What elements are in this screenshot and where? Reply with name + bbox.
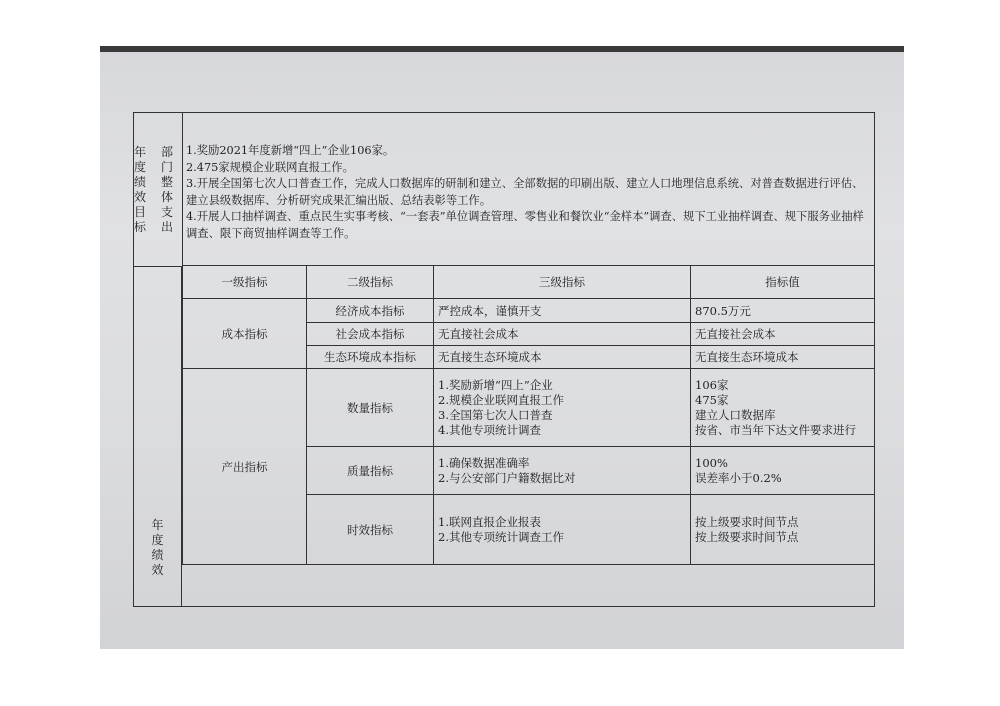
goal-item: 2.475家规模企业联网直报工作。	[186, 160, 354, 174]
level3-cell	[434, 495, 691, 565]
value-cell: 870.5万元	[691, 299, 875, 323]
level3-line: 1.联网直报企业报表	[438, 514, 541, 529]
value-line: 建立人口数据库	[695, 407, 776, 422]
level3-line: 4.其他专项统计调查	[438, 422, 541, 437]
level2-cell: 时效指标	[307, 495, 434, 565]
side-text: 部门	[161, 144, 174, 174]
side-text: 年度	[134, 144, 147, 174]
table-header-row	[183, 266, 875, 299]
side-label-annual-perf	[134, 266, 182, 606]
value-line: 按上级要求时间节点	[695, 514, 799, 529]
value-line: 误差率小于0.2%	[695, 470, 782, 485]
value-cell	[691, 369, 875, 447]
department-goals-text	[182, 113, 874, 266]
side-text: 绩	[151, 548, 164, 562]
goal-item: 1.奖励2021年度新增“四上”企业106家。	[186, 144, 395, 157]
side-text: 支出	[161, 204, 174, 234]
level3-line: 1.奖励新增“四上”企业	[438, 377, 553, 392]
table-row	[183, 369, 875, 447]
level2-cell: 质量指标	[307, 447, 434, 495]
value-line: 按省、市当年下达文件要求进行	[695, 422, 856, 437]
header-level1: 一级指标	[183, 266, 307, 299]
level3-line: 2.其他专项统计调查工作	[438, 529, 564, 544]
level2-cell: 经济成本指标	[307, 299, 434, 323]
level2-cell: 生态环境成本指标	[307, 346, 434, 369]
table-row	[183, 299, 875, 323]
value-cell	[691, 447, 875, 495]
level3-line: 3.全国第七次人口普查	[438, 407, 553, 422]
value-cell: 无直接社会成本	[691, 323, 875, 346]
header-value: 指标值	[691, 266, 875, 299]
side-text: 度	[151, 533, 164, 547]
value-line: 按上级要求时间节点	[695, 529, 799, 544]
value-line: 475家	[695, 392, 729, 407]
value-cell: 无直接生态环境成本	[691, 346, 875, 369]
value-line: 106家	[695, 377, 729, 392]
header-level2: 二级指标	[307, 266, 434, 299]
side-text: 目标	[134, 204, 147, 234]
level3-line: 2.与公安部门户籍数据比对	[438, 470, 576, 485]
goal-item: 4.开展人口抽样调查、重点民生实事考核、“一套表”单位调查管理、零售业和餐饮业“金样本”调查、规下工业抽样调查、规下服务业抽样调查、限下商贸抽样调查等工作。	[186, 210, 864, 240]
level3-cell	[434, 447, 691, 495]
level3-line: 1.确保数据准确率	[438, 455, 530, 470]
level2-cell: 数量指标	[307, 369, 434, 447]
indicator-table	[182, 265, 875, 565]
level3-cell: 无直接社会成本	[434, 323, 691, 346]
photo-top-edge	[100, 46, 904, 52]
side-text: 效	[151, 563, 164, 577]
side-col-2	[134, 145, 155, 235]
level3-cell	[434, 369, 691, 447]
value-cell	[691, 495, 875, 565]
level3-cell: 严控成本，谨慎开支	[434, 299, 691, 323]
side-label-dept-goals	[134, 113, 183, 267]
side-text: 整体	[161, 174, 174, 204]
level3-line: 2.规模企业联网直报工作	[438, 392, 564, 407]
level2-cell: 社会成本指标	[307, 323, 434, 346]
goal-item: 3.开展全国第七次人口普查工作，完成人口数据库的研制和建立、全部数据的印刷出版、建立人口地理信息系统、对普查数据进行评估、建立县级数据库、分析研究成果汇编出版、总结表彰等工作。	[186, 177, 864, 207]
cost-indicator-cell: 成本指标	[183, 299, 307, 369]
output-indicator-cell: 产出指标	[183, 369, 307, 565]
value-line: 100%	[695, 455, 728, 470]
side-text: 年	[151, 518, 164, 532]
side-col-1	[161, 145, 182, 235]
header-level3: 三级指标	[434, 266, 691, 299]
side-text: 绩效	[134, 174, 147, 204]
level3-cell: 无直接生态环境成本	[434, 346, 691, 369]
performance-document	[133, 112, 875, 607]
